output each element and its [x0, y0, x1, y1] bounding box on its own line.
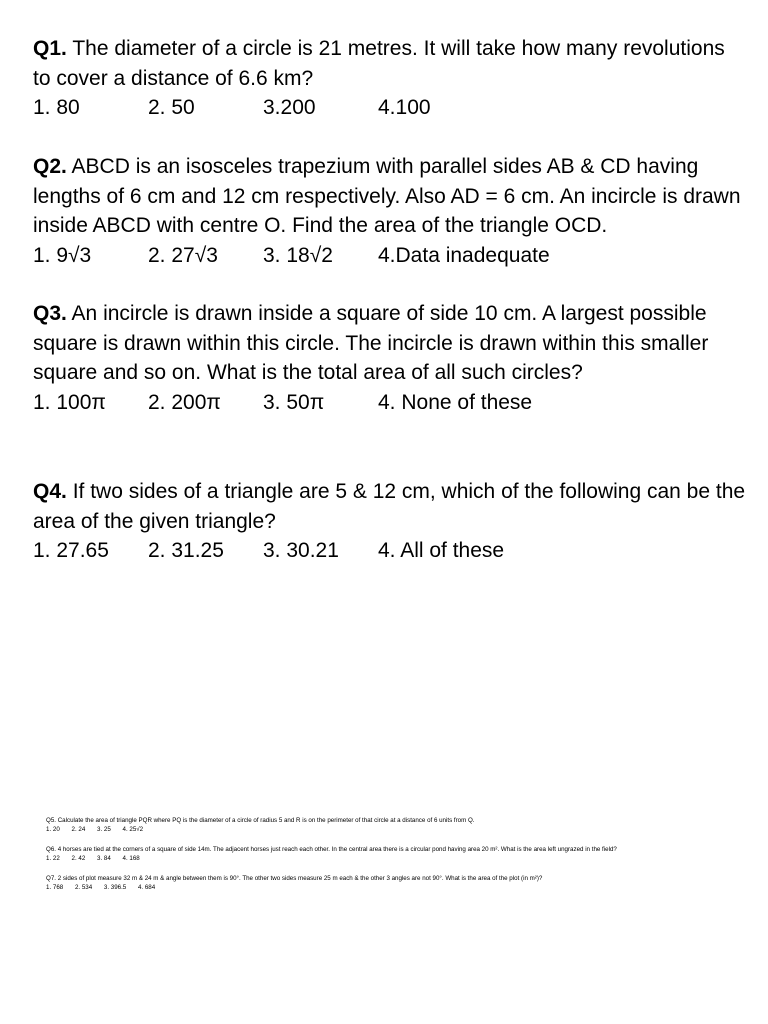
question-6: [46, 845, 746, 863]
q7-option-2: 2. 534: [74, 884, 93, 891]
question-1-label: Q1.: [33, 37, 67, 60]
question-7-options: [46, 883, 746, 892]
q1-option-4: 4.100: [378, 96, 431, 119]
question-7: [46, 874, 746, 892]
q6-option-3: 3. 84: [97, 855, 111, 862]
question-4-body: If two sides of a triangle are 5 & 12 cm, which of the following can be the area of the given triangle?: [33, 480, 746, 533]
q5-option-4: 4. 25√2: [122, 826, 144, 833]
q2-option-2: 2. 27√3: [148, 243, 218, 267]
question-5-options: [46, 825, 746, 834]
q3-option-1: 1. 100π: [33, 390, 106, 414]
question-1: [33, 34, 748, 123]
question-4: [33, 477, 748, 566]
question-3-body: An incircle is drawn inside a square of side 10 cm. A largest possible square is drawn within this circle. The incircle is drawn within this smaller square and so on. What is the total area of all such circles?: [33, 302, 709, 384]
q1-option-3: 3.200: [263, 96, 316, 119]
q5-option-1: 1. 20: [46, 826, 60, 833]
q3-option-3: 3. 50π: [263, 390, 325, 414]
q5-option-3: 3. 25: [97, 826, 111, 833]
q6-option-1: 1. 22: [46, 855, 60, 862]
question-3-options: [33, 388, 748, 418]
question-3-text: [33, 299, 748, 388]
question-4-label: Q4.: [33, 480, 67, 503]
q3-option-2: 2. 200π: [148, 390, 221, 414]
q4-option-4: 4. All of these: [378, 539, 505, 562]
q4-option-3: 3. 30.21: [263, 539, 339, 562]
q4-option-2: 2. 31.25: [148, 539, 224, 562]
q2-option-3: 3. 18√2: [263, 243, 333, 267]
question-2-body: ABCD is an isosceles trapezium with parallel sides AB & CD having lengths of 6 cm and 12 cm respectively. Also AD = 6 cm. An incircle is drawn inside ABCD with centre O. Find the area of the triangle OCD.: [33, 155, 741, 237]
q6-option-4: 4. 168: [122, 855, 140, 862]
question-2-options: [33, 241, 748, 271]
q5-option-2: 2. 24: [71, 826, 86, 833]
question-2-text: [33, 152, 748, 241]
question-5-text: Q5. Calculate the area of triangle PQR where PQ is the diameter of a circle of radius 5 and R is on the perimeter of that circle at a distance of 6 units from Q.: [46, 817, 475, 824]
q2-option-4: 4.Data inadequate: [378, 243, 550, 267]
question-2-label: Q2.: [33, 155, 67, 178]
question-5: [46, 816, 746, 834]
question-3-label: Q3.: [33, 302, 67, 325]
question-2: [33, 152, 748, 270]
question-7-text: Q7. 2 sides of plot measure 32 m & 24 m & angle between them is 90°. The other two sides measure 25 m each & the other 3 angles are not 90°. What is the area of the plot (in m²)?: [46, 875, 543, 882]
question-4-options: [33, 536, 748, 566]
question-1-body: The diameter of a circle is 21 metres. It will take how many revolutions to cover a distance of 6.6 km?: [33, 37, 725, 90]
q4-option-1: 1. 27.65: [33, 539, 109, 562]
question-3: [33, 299, 748, 417]
q7-option-1: 1. 768: [46, 884, 64, 891]
q1-option-2: 2. 50: [148, 96, 195, 119]
question-6-options: [46, 854, 746, 863]
question-1-options: [33, 93, 748, 123]
q2-option-1: 1. 9√3: [33, 243, 92, 267]
q6-option-2: 2. 42: [71, 855, 86, 862]
q7-option-3: 3. 396.5: [103, 884, 127, 891]
question-4-text: [33, 477, 748, 536]
question-6-text: Q6. 4 horses are tied at the corners of a square of side 14m. The adjacent horses just reach each other. In the central area there is a circular pond having area 20 m². What is the area left ungrazed in the field?: [46, 846, 617, 853]
q3-option-4: 4. None of these: [378, 390, 533, 414]
q1-option-1: 1. 80: [33, 96, 80, 119]
question-1-text: [33, 34, 748, 93]
q7-option-4: 4. 684: [137, 884, 156, 891]
